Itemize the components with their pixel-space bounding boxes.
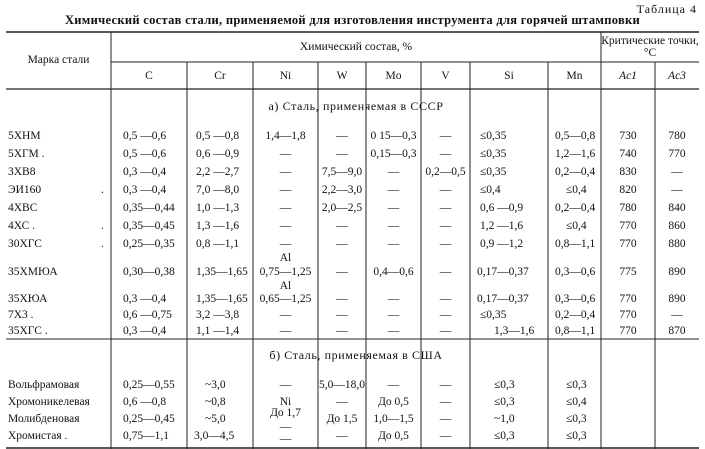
- cell-si: ≤0,3: [494, 379, 515, 391]
- ni-label: Ni: [279, 396, 292, 408]
- cell-mo: —: [387, 220, 400, 232]
- cell-cr: 1,1 —1,4: [196, 325, 240, 337]
- cell-ac3: —: [671, 166, 683, 178]
- cell-c: 0,25—0,45: [123, 413, 175, 425]
- critical-points-header: Критические точки, °С: [601, 35, 699, 59]
- cell-ni: —: [279, 184, 292, 196]
- col-header-ac1: Ac1: [619, 70, 637, 82]
- cell-si: 1,2 —1,6: [480, 220, 524, 232]
- grade-5khnm: 5ХНМ: [8, 130, 41, 142]
- cell-w: 2,2—3,0: [321, 184, 363, 196]
- grade-chromnickel: Хромоникелевая: [8, 396, 90, 408]
- cell-si: 1,3—1,6: [494, 325, 535, 337]
- grade-35khyua: 35ХЮА: [8, 293, 48, 305]
- col-header-mo: Mo: [385, 70, 402, 82]
- cell-v: —: [439, 130, 452, 142]
- cell-v: —: [439, 396, 452, 408]
- leader-dot: .: [101, 184, 104, 196]
- cell-ni: —: [279, 148, 292, 160]
- cell-ac1: 830: [619, 166, 637, 178]
- cell-ac3: —: [671, 184, 683, 196]
- cell-w: —: [336, 309, 348, 321]
- cell-ni: —: [279, 202, 292, 214]
- table-title: Химический состав стали, применяемой для изготовления инструмента для горячей штамповки: [64, 13, 641, 27]
- col-header-v: V: [441, 70, 450, 82]
- cell-c: 0,6 —0,75: [123, 309, 172, 321]
- cell-mo: —: [387, 238, 400, 250]
- cell-mo: —: [387, 325, 400, 337]
- cell-w: —: [336, 293, 348, 305]
- cell-c: 0,3 —0,4: [123, 293, 167, 305]
- cell-mo: 1,0—1,5: [373, 413, 414, 425]
- cell-mn: ≤0,3: [566, 430, 587, 442]
- cell-w: —: [336, 396, 348, 408]
- grade-5khgm: 5ХГМ .: [8, 148, 45, 160]
- cell-w: —: [336, 430, 348, 442]
- cell-ni: —: [279, 325, 292, 337]
- cell-c: 0,3 —0,4: [123, 325, 167, 337]
- cell-c: 0,3 —0,4: [123, 184, 167, 196]
- cell-cr: 0,8 —1,1: [196, 238, 240, 250]
- cell-ni: —: [279, 421, 292, 433]
- cell-v: —: [439, 148, 452, 160]
- cell-mn: 0,2—0,4: [555, 166, 596, 178]
- cell-mn: ≤0,4: [566, 184, 587, 196]
- cell-ni: —: [279, 238, 292, 250]
- composition-header: Химический состав, %: [299, 41, 413, 53]
- cell-w: —: [336, 148, 348, 160]
- cell-v: —: [439, 238, 452, 250]
- grade-tungsten: Вольфрамовая: [8, 379, 80, 391]
- cell-si: ≤0,35: [480, 148, 507, 160]
- cell-ac3: —: [671, 309, 683, 321]
- cell-ni: 1,4—1,8: [265, 130, 306, 142]
- col-header-si: Si: [504, 70, 514, 82]
- cell-cr: 1,0 —1,3: [196, 202, 240, 214]
- cell-v: —: [439, 266, 452, 278]
- cell-ac3: 780: [668, 130, 686, 142]
- cell-mn: ≤0,4: [566, 396, 587, 408]
- cell-mo: —: [387, 202, 400, 214]
- col-header-c: C: [145, 70, 153, 82]
- cell-mn: 0,2—0,4: [555, 202, 596, 214]
- cell-si: ≤0,35: [480, 309, 507, 321]
- cell-w: 7,5—9,0: [321, 166, 363, 178]
- cell-cr: 7,0 —8,0: [196, 184, 240, 196]
- cell-v: 0,2—0,5: [425, 166, 466, 178]
- cell-c: 0,35—0,44: [123, 202, 175, 214]
- cell-mn: 0,8—1,1: [555, 238, 596, 250]
- cell-cr: 1,35—1,65: [196, 293, 248, 305]
- ni-value: До 1,7: [270, 407, 301, 419]
- cell-c: 0,5 —0,6: [123, 130, 167, 142]
- cell-ac1: 730: [619, 130, 637, 142]
- cell-v: —: [439, 220, 452, 232]
- col-header-ni: Ni: [279, 70, 292, 82]
- grade-molybdenum: Молибденовая: [8, 413, 80, 425]
- cell-w: 5,0—18,0: [319, 379, 365, 391]
- cell-ac1: 775: [619, 266, 637, 278]
- cell-v: —: [439, 379, 452, 391]
- cell-si: ≤0,35: [480, 130, 507, 142]
- cell-mo: 0 15—0,3: [370, 130, 417, 142]
- cell-ac1: 770: [619, 309, 637, 321]
- cell-si: ~1,0: [494, 413, 515, 425]
- grade-7kh3: 7Х3 .: [8, 309, 34, 321]
- cell-w: —: [336, 325, 348, 337]
- cell-ac3: 860: [668, 220, 686, 232]
- col-header-cr: Cr: [214, 70, 226, 82]
- table-number: Таблица 4: [636, 2, 697, 16]
- cell-cr: 1,3 —1,6: [196, 220, 240, 232]
- cell-c: 0,30—0,38: [123, 266, 175, 278]
- col-header-w: W: [336, 70, 348, 82]
- cell-cr: 0,5 —0,8: [196, 130, 240, 142]
- cell-ac1: 770: [619, 238, 637, 250]
- cell-ac1: 740: [619, 148, 637, 160]
- cell-c: 0,6 —0,8: [123, 396, 167, 408]
- section-ussr: а) Сталь, применяемая в СССР: [268, 99, 444, 113]
- cell-cr: ~0,8: [205, 396, 226, 408]
- cell-mn: ≤0,3: [566, 379, 587, 391]
- cell-mo: 0,4—0,6: [373, 266, 414, 278]
- cell-mn: 0,8—1,1: [555, 325, 596, 337]
- grade-4khs: 4ХС .: [8, 220, 36, 232]
- cell-mo: —: [387, 293, 400, 305]
- cell-si: 0,9 —1,2: [480, 238, 524, 250]
- cell-mo: 0,15—0,3: [370, 148, 417, 160]
- cell-cr: ~3,0: [205, 379, 226, 391]
- cell-ni: —: [279, 166, 292, 178]
- grade-4khvs: 4ХВС: [8, 202, 38, 214]
- leader-dot: .: [101, 238, 104, 250]
- cell-w: —: [336, 130, 348, 142]
- cell-ni: —: [279, 379, 292, 391]
- cell-mn: ≤0,4: [566, 220, 587, 232]
- cell-mo: До 0,5: [378, 430, 409, 442]
- cell-si: ≤0,35: [480, 166, 507, 178]
- cell-ac3: 890: [668, 293, 686, 305]
- cell-ni: 0,75—1,25: [259, 266, 312, 278]
- grade-3khv8: 3ХВ8: [8, 166, 36, 178]
- cell-si: ≤0,3: [494, 430, 515, 442]
- grade-header: Марка стали: [27, 54, 90, 66]
- cell-c: 0,3 —0,4: [123, 166, 167, 178]
- cell-v: —: [439, 413, 452, 425]
- col-header-ac3: Ac3: [668, 70, 686, 82]
- cell-mn: 0,5—0,8: [555, 130, 596, 142]
- section-usa: б) Сталь, применяемая в США: [269, 348, 443, 362]
- cell-ac1: 780: [619, 202, 637, 214]
- al-label: Al: [279, 280, 292, 292]
- cell-si: 0,17—0,37: [477, 266, 529, 278]
- grade-ei160: ЭИ160: [8, 184, 42, 196]
- cell-mn: 1,2—1,6: [555, 148, 596, 160]
- leader-dot: .: [101, 220, 104, 232]
- cell-w: —: [336, 220, 348, 232]
- cell-ac1: 820: [619, 184, 637, 196]
- cell-c: 0,25—0,35: [123, 238, 175, 250]
- cell-v: —: [439, 202, 452, 214]
- cell-mn: 0,2—0,4: [555, 309, 596, 321]
- cell-ni: —: [279, 220, 292, 232]
- cell-v: —: [439, 309, 452, 321]
- col-header-mn: Mn: [566, 70, 583, 82]
- cell-mo: —: [387, 309, 400, 321]
- cell-si: 0,17—0,37: [477, 293, 529, 305]
- cell-mn: ≤0,3: [566, 413, 587, 425]
- cell-mo: —: [387, 184, 400, 196]
- cell-v: —: [439, 325, 452, 337]
- cell-ni: —: [279, 309, 292, 321]
- cell-mn: 0,3—0,6: [555, 293, 596, 305]
- cell-cr: 3,2 —3,8: [196, 309, 240, 321]
- cell-si: 0,6 —0,9: [480, 202, 524, 214]
- cell-w: —: [336, 266, 348, 278]
- cell-cr: 2,2 —2,7: [196, 166, 240, 178]
- cell-ac1: 770: [619, 293, 637, 305]
- grade-30khgs: 30ХГС: [8, 238, 42, 250]
- cell-ac3: 870: [668, 325, 686, 337]
- cell-ni: 0,65—1,25: [259, 293, 312, 305]
- cell-ac3: 890: [668, 266, 686, 278]
- cell-cr: 1,35—1,65: [196, 266, 248, 278]
- cell-w: 2,0—2,5: [321, 202, 363, 214]
- grade-chrome: Хромистая .: [8, 430, 68, 442]
- cell-cr: ~5,0: [205, 413, 226, 425]
- cell-c: 0,25—0,55: [123, 379, 175, 391]
- cell-mo: —: [387, 379, 400, 391]
- cell-si: ≤0,3: [494, 396, 515, 408]
- cell-ac1: 770: [619, 220, 637, 232]
- cell-cr: 0,6 —0,9: [196, 148, 240, 160]
- cell-v: —: [439, 293, 452, 305]
- cell-w: До 1,5: [326, 413, 358, 425]
- cell-c: 0,75—1,1: [123, 430, 169, 442]
- cell-si: ≤0,4: [480, 184, 501, 196]
- cell-mo: До 0,5: [378, 396, 409, 408]
- cell-mn: 0,3—0,6: [555, 266, 596, 278]
- cell-v: —: [439, 430, 452, 442]
- cell-mo: —: [387, 166, 400, 178]
- cell-ac1: 770: [619, 325, 637, 337]
- cell-v: —: [439, 184, 452, 196]
- al-label: Al: [279, 252, 292, 264]
- cell-c: 0,5 —0,6: [123, 148, 167, 160]
- cell-ac3: 770: [668, 148, 686, 160]
- cell-c: 0,35—0,45: [123, 220, 175, 232]
- grade-35khgs: 35ХГС .: [8, 325, 48, 337]
- grade-35khmyua: 35ХМЮА: [8, 266, 58, 278]
- cell-ni: —: [279, 433, 292, 445]
- cell-ac3: 880: [668, 238, 686, 250]
- cell-w: —: [336, 238, 348, 250]
- cell-cr: 3,0—4,5: [194, 430, 235, 442]
- cell-ac3: 840: [668, 202, 686, 214]
